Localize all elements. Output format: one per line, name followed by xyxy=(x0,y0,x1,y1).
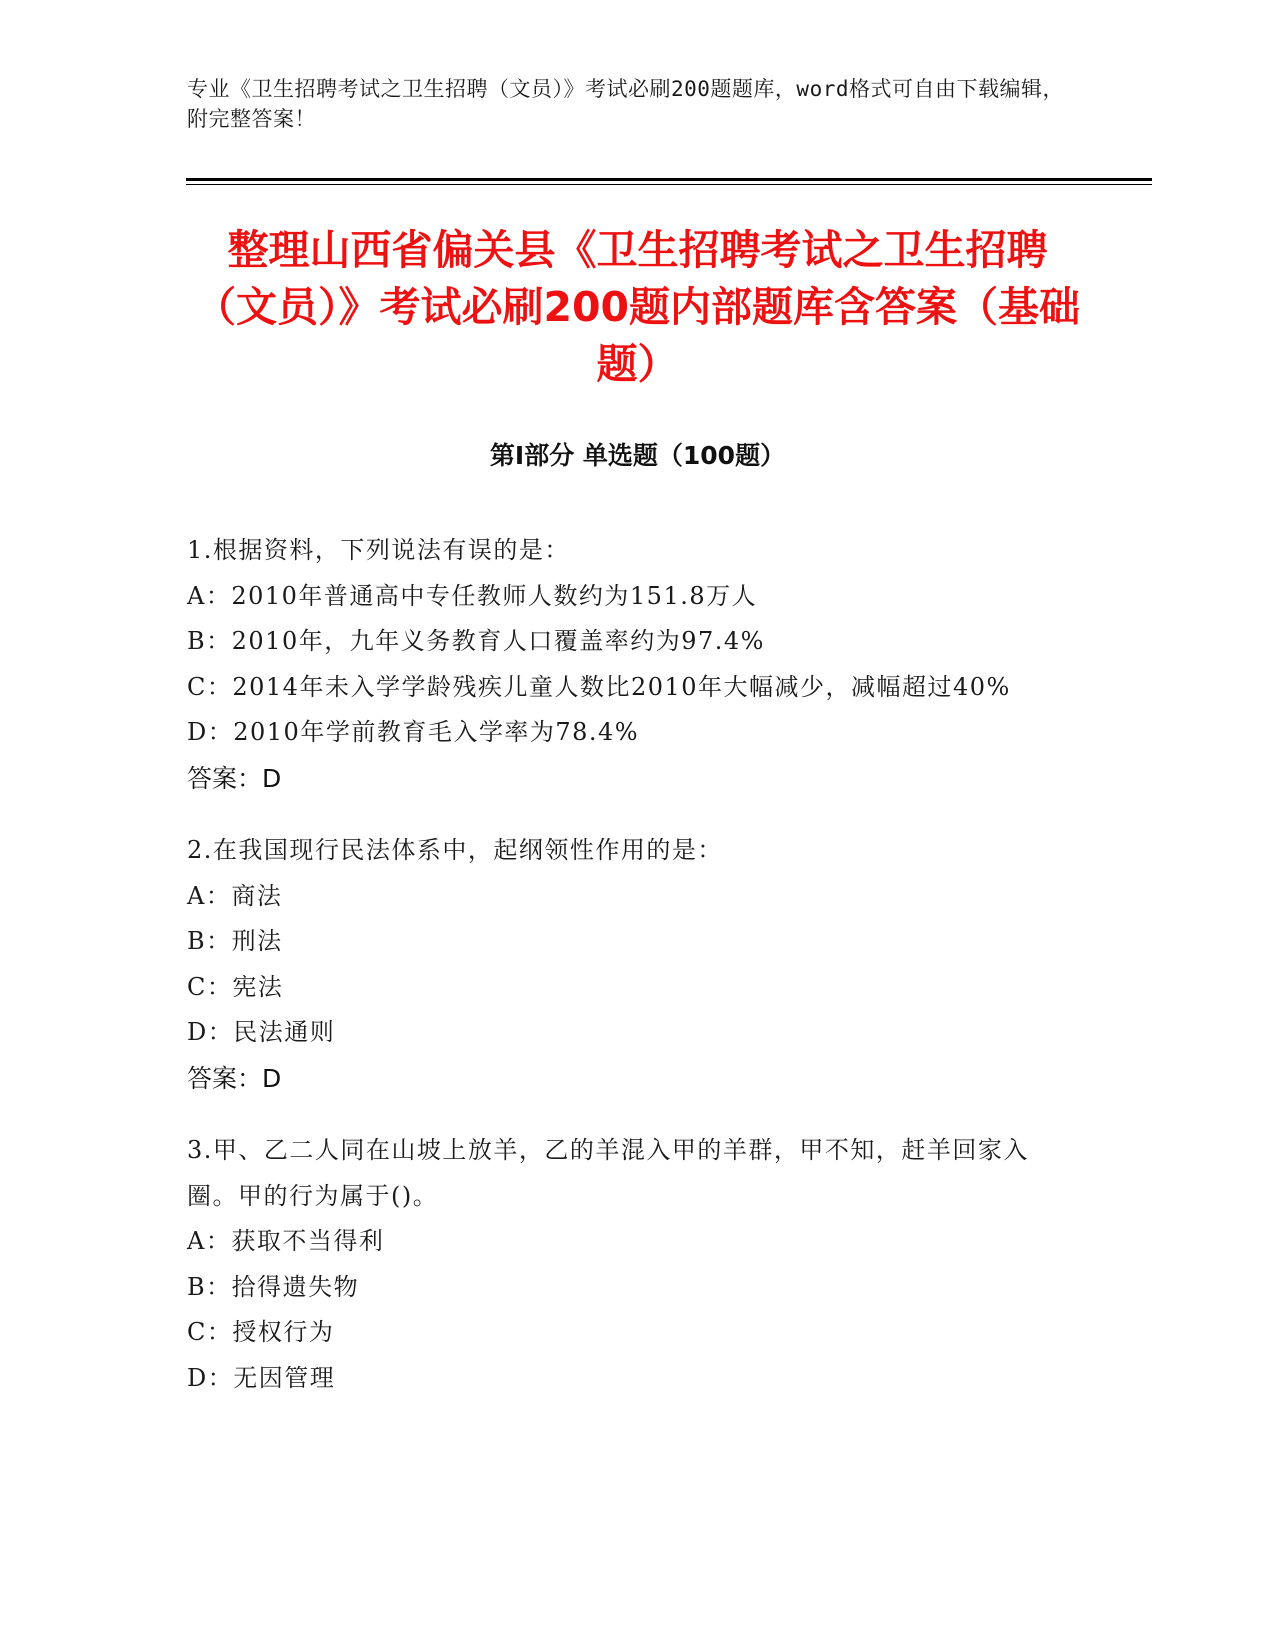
option-a: A：获取不当得利 xyxy=(187,1227,385,1255)
header-divider-thin xyxy=(186,184,1152,185)
section-title: 第Ⅰ部分 单选题（100题） xyxy=(489,441,786,470)
option-c: C：授权行为 xyxy=(187,1318,335,1346)
option-d: D：民法通则 xyxy=(187,1018,336,1046)
question-stem: 1.根据资料，下列说法有误的是： xyxy=(187,536,570,564)
question-2 xyxy=(187,828,1067,1101)
question-3 xyxy=(187,1128,1067,1401)
option-d: D：无因管理 xyxy=(187,1363,336,1392)
header-note: 专业《卫生招聘考试之卫生招聘（文员）》考试必刷200题题库，word格式可自由下载编辑，附完整答案！ xyxy=(187,77,1064,131)
question-1 xyxy=(187,528,1067,801)
option-b: B：拾得遗失物 xyxy=(187,1272,360,1301)
document-title: 整理山西省偏关县《卫生招聘考试之卫生招聘（文员）》考试必刷200题内部题库含答案（基础题） xyxy=(194,226,1081,388)
header-divider-thick xyxy=(186,178,1152,181)
option-a: A：商法 xyxy=(187,881,283,910)
answer: 答案：D xyxy=(187,763,282,793)
option-c: C：宪法 xyxy=(187,972,284,1001)
answer: 答案：D xyxy=(187,1063,282,1093)
question-list xyxy=(187,528,1067,1428)
option-b: B：2010年，九年义务教育人口覆盖率约为97.4% xyxy=(187,627,765,655)
option-c: C：2014年未入学学龄残疾儿童人数比2010年大幅减少，减幅超过40% xyxy=(187,672,1011,701)
option-d: D：2010年学前教育毛入学率为78.4% xyxy=(187,718,640,746)
question-stem: 3.甲、乙二人同在山坡上放羊，乙的羊混入甲的羊群，甲不知，赶羊回家入圈。甲的行为属于()。 xyxy=(187,1136,1029,1210)
question-stem: 2.在我国现行民法体系中，起纲领性作用的是： xyxy=(187,836,723,864)
option-a: A：2010年普通高中专任教师人数约为151.8万人 xyxy=(187,581,758,610)
option-b: B：刑法 xyxy=(187,927,283,955)
